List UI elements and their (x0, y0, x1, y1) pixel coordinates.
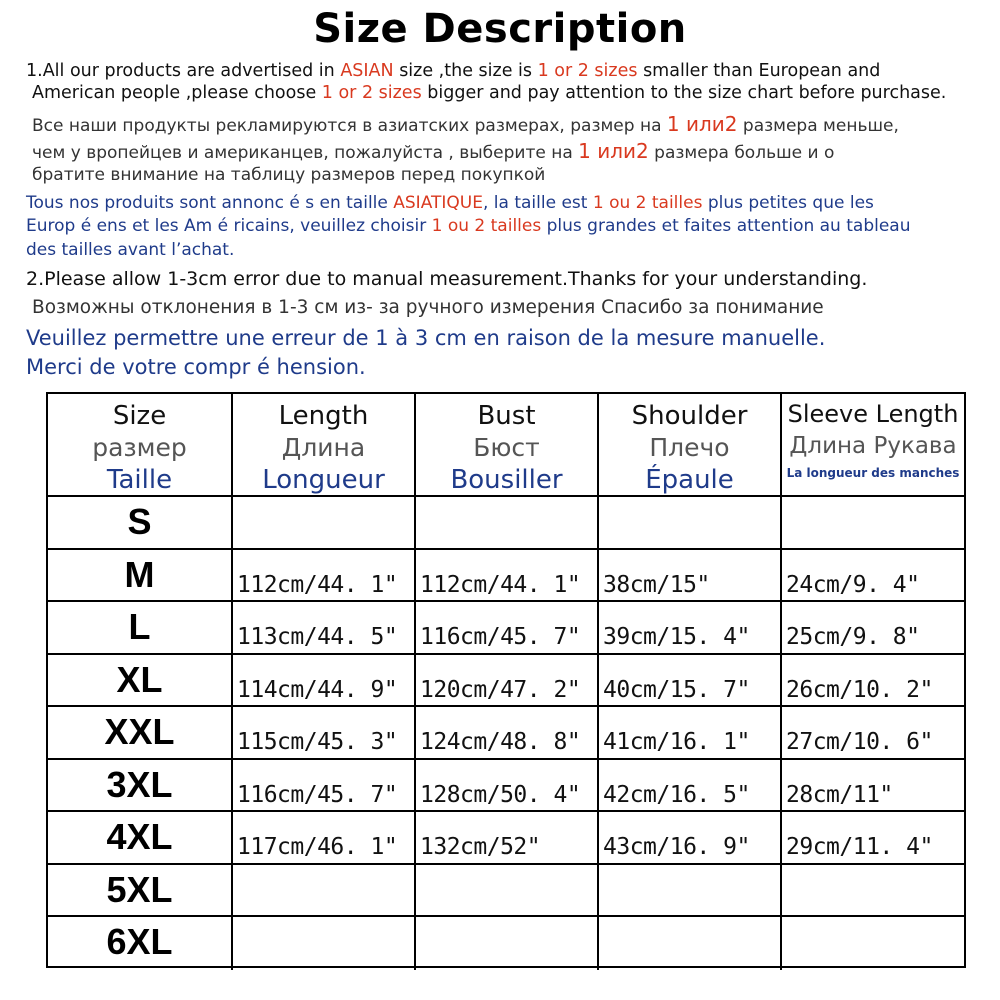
page-title: Size Description (313, 6, 687, 52)
size-chart-table (46, 392, 966, 968)
size-label-cell: 5XL (48, 865, 233, 918)
header-size-fr: Taille (106, 465, 173, 495)
measurement-cell-shoulder (599, 917, 782, 970)
header-bust-en: Bust (477, 401, 536, 431)
note-1-fr-line-3: des tailles avant l’achat. (26, 240, 235, 260)
measurement-cell-length: 115cm/45. 3" (233, 707, 416, 760)
measurement-cell-sleeve (782, 865, 964, 918)
header-size-ru: размер (92, 433, 187, 462)
measurement-cell-bust: 128cm/50. 4" (416, 760, 599, 813)
measurement-cell-shoulder: 38cm/15" (599, 550, 782, 603)
measurement-cell-bust: 116cm/45. 7" (416, 602, 599, 655)
header-shoulder-en: Shoulder (631, 401, 748, 431)
measurement-cell-shoulder (599, 865, 782, 918)
measurement-cell-bust: 132cm/52" (416, 812, 599, 865)
header-bust (416, 394, 599, 497)
size-label-cell: 6XL (48, 917, 233, 970)
header-sleeve-fr: La longueur des manches (786, 466, 960, 480)
measurement-cell-shoulder: 40cm/15. 7" (599, 655, 782, 708)
measurement-cell-shoulder: 39cm/15. 4" (599, 602, 782, 655)
measurement-cell-sleeve (782, 917, 964, 970)
measurement-cell-length: 112cm/44. 1" (233, 550, 416, 603)
header-bust-fr: Bousiller (450, 465, 563, 495)
measurement-cell-bust (416, 865, 599, 918)
measurement-cell-sleeve: 29cm/11. 4" (782, 812, 964, 865)
size-label-cell: XXL (48, 707, 233, 760)
header-sleeve-length (782, 394, 964, 497)
measurement-cell-shoulder (599, 497, 782, 550)
size-label-cell: XL (48, 655, 233, 708)
header-size-en: Size (112, 401, 167, 431)
header-shoulder-ru: Плечо (649, 433, 730, 462)
note-1-ru-line-3: братите внимание на таблицу размеров перед покупкой (32, 165, 546, 185)
size-label-cell: 4XL (48, 812, 233, 865)
measurement-cell-length (233, 497, 416, 550)
measurement-cell-length: 117cm/46. 1" (233, 812, 416, 865)
header-shoulder (599, 394, 782, 497)
note-2-fr-line-2: Merci de votre compr é hension. (26, 355, 366, 379)
note-1-ru-line-1: Все наши продукты рекламируются в азиатских размерах, размер на 1 или2 размера меньше, (32, 112, 899, 136)
header-length-en: Length (278, 401, 369, 431)
measurement-cell-length: 114cm/44. 9" (233, 655, 416, 708)
note-1-en-line-1: 1.All our products are advertised in ASIAN size ,the size is 1 or 2 sizes smaller than European and (26, 61, 881, 81)
measurement-cell-bust: 112cm/44. 1" (416, 550, 599, 603)
note-1-ru-line-2: чем у вропейцев и американцев, пожалуйста , выберите на 1 или2 размера больше и о (32, 139, 835, 163)
measurement-cell-length (233, 917, 416, 970)
note-2-fr-line-1: Veuillez permettre une erreur de 1 à 3 cm en raison de la mesure manuelle. (26, 326, 826, 350)
measurement-cell-shoulder: 43cm/16. 9" (599, 812, 782, 865)
size-label-cell: 3XL (48, 760, 233, 813)
header-length-fr: Longueur (262, 465, 385, 495)
measurement-cell-bust: 120cm/47. 2" (416, 655, 599, 708)
measurement-cell-shoulder: 42cm/16. 5" (599, 760, 782, 813)
note-1-fr-line-2: Europ é ens et les Am é ricains, veuillez choisir 1 ou 2 tailles plus grandes et faites attention au tableau (26, 216, 911, 236)
size-label-cell: L (48, 602, 233, 655)
measurement-cell-sleeve: 26cm/10. 2" (782, 655, 964, 708)
header-size (48, 394, 233, 497)
measurement-cell-sleeve: 28cm/11" (782, 760, 964, 813)
size-label-cell: S (48, 497, 233, 550)
note-1-en-line-2: American people ,please choose 1 or 2 sizes bigger and pay attention to the size chart before purchase. (32, 83, 947, 103)
measurement-cell-sleeve: 27cm/10. 6" (782, 707, 964, 760)
measurement-cell-shoulder: 41cm/16. 1" (599, 707, 782, 760)
measurement-cell-length: 116cm/45. 7" (233, 760, 416, 813)
header-length (233, 394, 416, 497)
measurement-cell-bust (416, 497, 599, 550)
measurement-cell-length: 113cm/44. 5" (233, 602, 416, 655)
header-shoulder-fr: Épaule (645, 465, 734, 495)
measurement-cell-bust: 124cm/48. 8" (416, 707, 599, 760)
note-2-ru: Возможны отклонения в 1-3 см из- за ручного измерения Спасибо за понимание (32, 297, 824, 318)
measurement-cell-sleeve: 25cm/9. 8" (782, 602, 964, 655)
note-1-fr-line-1: Tous nos produits sont annonc é s en taille ASIATIQUE, la taille est 1 ou 2 tailles plus petites que les (26, 193, 874, 213)
measurement-cell-bust (416, 917, 599, 970)
measurement-cell-length (233, 865, 416, 918)
header-sleeve-ru: Длина Рукава (789, 433, 957, 459)
header-bust-ru: Бюст (473, 433, 540, 462)
header-sleeve-en: Sleeve Length (787, 400, 959, 428)
size-label-cell: M (48, 550, 233, 603)
note-2-en: 2.Please allow 1-3cm error due to manual measurement.Thanks for your understanding. (26, 268, 868, 290)
measurement-cell-sleeve (782, 497, 964, 550)
measurement-cell-sleeve: 24cm/9. 4" (782, 550, 964, 603)
header-length-ru: Длина (281, 433, 366, 462)
